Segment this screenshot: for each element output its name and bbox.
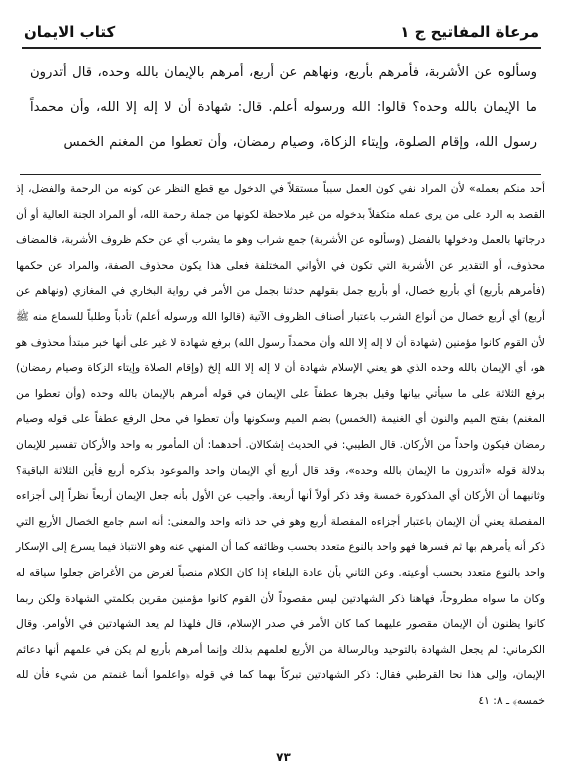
commentary-line: قوله أمرهم بالإيمان بالله وحده (وأن تعطوا من المغنم) بفتح الميم والنون أي الغنيمة (الخمس) بضم الميم وسكونها وأن (16, 386, 545, 426)
commentary-line: أجزاءه المفصلة أربع وهو في حد ذاته واحد والمعنى: أنه اسم جامع الخصال الأربع التي ذكر أنه يأمرهم بها ثم فسرها (16, 514, 545, 554)
commentary-line: تعطوا في محل الرفع عطفاً على قوله وصيام رمضان فيكون واحداً من الأركان. قال الطيبي: في الحديث إشكالان. (16, 412, 545, 451)
page-number: ٧٣ (276, 750, 291, 764)
commentary-line: أنها أربعة. وأجيب عن الأول بأنه جعل الإيمان أربعاً نظراً إلى أجزاءه المفصلة يعني أن الإيمان باعتبار (16, 489, 545, 528)
running-header (24, 20, 539, 44)
commentary-line: أو أن درجاتها بالعمل ودخولها بالفضل (وسألوه عن الأشربة) جمع شراب وهو ما يشرب أي عن حكم ظروف (16, 207, 545, 247)
commentary-line: والمراد عن حكمها (فأمرهم بأربع) أي بأربع خصال، أو بأربع جمل بقولهم حدثنا بجمل من الأمر في رواية البخاري (16, 258, 545, 298)
commentary-line: أي الإيمان واحد والموعود بذكره أربع فأين الثلاثة الباقية؟ وثانيهما أن الأركان أي المذكورة خمسة وقد ذكر أولاً (16, 463, 545, 503)
hadith-text: وسألوه عن الأشربة، فأمرهم بأربع، ونهاهم عن أربع، أمرهم بالإيمان بالله وحده، قال أتدرون ما الإيمان بالله وحده؟ قالوا: الله ورسوله أعلم. قال: شهادة أن لا إله إلا الله، وأن محمداً رسول الله، وإقام الصلوة، وإيتاء الزكاة، وصيام رمضان، وأن تعطوا من المغنم الخمس (30, 65, 537, 150)
commentary-line: هذا نحا القرطبي فقال: ذكر الشهادتين تبركاً بهما كما في قوله ﴿واعلموا أنما غنمتم من شيء فأن لله خمسه﴾ ـ ٨: ٤١ (16, 668, 545, 707)
commentary-line: أن الإيمان مقصور عليهما كما كان الأمر في صدر الإسلام، قال فلهذا لم يعد الشهادتين في الأوامر. وقال الكرماني: (16, 617, 545, 656)
header-chapter-title: كتاب الايمان (24, 23, 116, 41)
commentary-line: أحد منكم بعمله» لأن المراد نفي كون العمل سبباً مستقلاً في الدخول مع قطع النظر عن كونه من الرحمة والفضل، (23, 182, 545, 195)
commentary-text (16, 176, 545, 741)
commentary-line: في المغازي (ونهاهم عن أربع) أي أربع خصال من أنواع الشرب باعتبار أصناف الظروف الآتية (قالوا الله ورسوله أعلم) (16, 284, 545, 323)
header-volume-title: مرعاة المفاتيح ج ١ (400, 23, 539, 41)
commentary-line: أحدهما: أن المأمور به واحد والأركان تفسير للإيمان بدلالة قوله «أتدرون ما الإيمان بالله وحده»، وقد قال أربع (16, 437, 545, 477)
commentary-line: لا غير على أنها خبر مبتدأ محذوف هو هو، أي الإيمان بالله وحده الذي هو يعني الإسلام شهادة أن لا إله إلا الله (16, 335, 546, 375)
commentary-line: أوعيته. وعن الثاني بأن عادة البلغاء إذا كان الكلام منصباً لغرض من الأغراض جعلوا سياقه له وكان ما سواه (16, 565, 545, 605)
commentary-line: لم يجعل الشهادة بالتوحيد وبالرسالة من الأربع لعلمهم بذلك وإنما أمرهم بأربع لم يكن في علمهم أنها دعائم الإيمان، وإلى (16, 642, 545, 682)
header-rule (22, 47, 541, 49)
commentary-line: إلخ (وإقام الصلاة وإيتاء الزكاة وصيام رمضان) برفع الثلاثة على ما سيأتي بيانها وقيل بجرها عطفاً على الإيمان في (16, 361, 545, 400)
commentary-line: تأدباً وطلباً للسماع منه ﷺ لأن القوم كانوا مؤمنين (شهادة أن لا إله إلا الله وأن محمداً رسول الله) برفع شهادة (16, 309, 545, 349)
commentary-line: إذ القصد به الرد على من يرى عمله متكفلاً بدخوله من غير ملاحظة لكونها من جملة رحمة الله، أو المراد الجنة العالية (16, 182, 545, 221)
commentary-line: فهو واحد بالنوع متعدد بحسب وظائفه كما أن المنهي عنه وهو الانتباذ فيما يسرع إلى الإسكار واحد بالنوع متعدد بحسب (16, 540, 545, 579)
section-divider (20, 174, 541, 175)
commentary-line: الأشربة، فالمضاف محذوف، أو التقدير عن الأشربة التي تكون في الأواني المختلفة فعلى هذا يكون محذوف الصفة، (16, 233, 545, 272)
commentary-line: مطروحاً، فهاهنا ذكر الشهادتين ليس مقصوداً لأن القوم كانوا مؤمنين مقرين بكلمتي الشهادة ولكن ربما كانوا يظنون (16, 591, 545, 631)
